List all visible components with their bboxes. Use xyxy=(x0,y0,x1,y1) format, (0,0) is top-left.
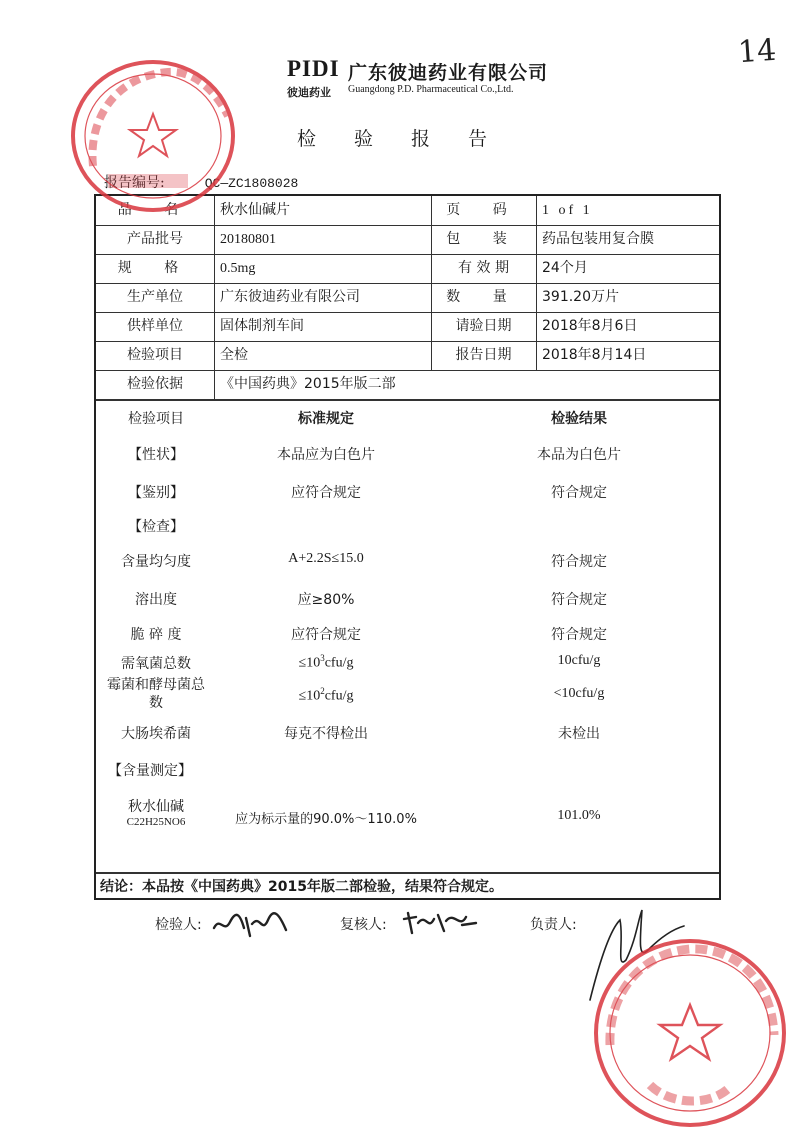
colchicine-item: 秋水仙碱 xyxy=(128,799,184,815)
request-date-value: 2018年8月6日 xyxy=(542,318,638,334)
identification-result: 符合规定 xyxy=(551,485,607,501)
appearance-standard: 本品应为白色片 xyxy=(277,447,375,463)
ecoli-item: 大肠埃希菌 xyxy=(121,726,191,742)
inspector-label: 检验人: xyxy=(155,917,202,933)
assay-heading: 【含量测定】 xyxy=(108,763,192,779)
dissolution-result: 符合规定 xyxy=(551,592,607,608)
reviewer-signature xyxy=(400,905,480,937)
friability-standard: 应符合规定 xyxy=(291,627,361,643)
aerobic-result: 10cfu/g xyxy=(557,653,601,668)
validity-value: 24个月 xyxy=(542,260,588,276)
basis-value: 《中国药典》2015年版二部 xyxy=(220,376,396,392)
uniformity-item: 含量均匀度 xyxy=(121,554,191,570)
colchicine-result: 101.0% xyxy=(557,808,601,823)
supplier-label: 供样单位 xyxy=(127,318,183,334)
responsible-label: 负责人: xyxy=(530,917,577,933)
batch-label: 产品批号 xyxy=(127,231,183,247)
identification-item: 【鉴别】 xyxy=(128,485,184,501)
quantity-value: 391.20万片 xyxy=(542,289,619,305)
mold-result: <10cfu/g xyxy=(553,686,605,701)
product-name-value: 秋水仙碱片 xyxy=(220,202,290,218)
page-value: 1 of 1 xyxy=(542,203,593,218)
company-name-cn: 广东彼迪药业有限公司 xyxy=(348,62,549,84)
appearance-item: 【性状】 xyxy=(128,447,184,463)
company-name-en: Guangdong P.D. Pharmaceutical Co.,Ltd. xyxy=(348,84,514,95)
report-date-label: 报告日期 xyxy=(455,347,512,363)
mold-item: 霉菌和酵母菌总 数 xyxy=(107,677,205,711)
report-number-label: 报告编号: xyxy=(104,175,165,191)
document-title: 检 验 报 告 xyxy=(296,128,504,150)
report-number-value: QC—ZC1808028 xyxy=(204,176,299,191)
dissolution-item: 溶出度 xyxy=(135,592,177,608)
basis-label: 检验依据 xyxy=(127,376,183,392)
batch-value: 20180801 xyxy=(220,232,276,247)
friability-result: 符合规定 xyxy=(551,627,607,643)
qc-seal-bottom xyxy=(590,935,790,1130)
test-items-value: 全检 xyxy=(220,347,248,363)
packaging-label: 包 装 xyxy=(446,231,521,247)
spec-label: 规 格 xyxy=(117,260,193,276)
page-number-handwritten: 14 xyxy=(736,32,778,71)
reviewer-label: 复核人: xyxy=(340,917,387,933)
manufacturer-label: 生产单位 xyxy=(127,289,183,305)
colchicine-formula: C22H25NO6 xyxy=(126,816,186,828)
results-header-standard: 标准规定 xyxy=(298,411,354,427)
friability-item: 脆 碎 度 xyxy=(130,627,182,643)
spec-value: 0.5mg xyxy=(220,261,256,276)
company-seal-top xyxy=(68,56,238,216)
aerobic-standard: $\le 10^3cfu/g$ xyxy=(298,653,354,671)
test-items-label: 检验项目 xyxy=(127,347,183,363)
results-header-result: 检验结果 xyxy=(551,411,607,427)
company-logo-cn: 彼迪药业 xyxy=(287,86,331,99)
request-date-label: 请验日期 xyxy=(455,318,512,334)
report-table xyxy=(94,194,721,900)
ecoli-standard: 每克不得检出 xyxy=(284,726,368,742)
uniformity-standard: A+2.2S≤15.0 xyxy=(288,551,364,566)
product-name-label: 品 名 xyxy=(117,202,193,218)
identification-standard: 应符合规定 xyxy=(291,485,361,501)
uniformity-result: 符合规定 xyxy=(551,554,607,570)
appearance-result: 本品为白色片 xyxy=(537,447,621,463)
quantity-label: 数 量 xyxy=(446,289,521,305)
dissolution-standard: 应≥80% xyxy=(297,592,355,608)
results-header-item: 检验项目 xyxy=(128,411,184,427)
inspector-signature xyxy=(210,906,290,940)
report-date-value: 2018年8月14日 xyxy=(542,347,647,363)
aerobic-item: 需氧菌总数 xyxy=(121,656,191,672)
ecoli-result: 未检出 xyxy=(558,726,600,742)
mold-standard: $\le 10^2cfu/g$ xyxy=(298,686,354,704)
colchicine-standard: 应为标示量的90.0%～110.0% xyxy=(235,812,417,827)
supplier-value: 固体制剂车间 xyxy=(220,318,304,334)
packaging-value: 药品包装用复合膜 xyxy=(542,231,654,247)
inspection-heading: 【检查】 xyxy=(128,519,184,535)
manufacturer-value: 广东彼迪药业有限公司 xyxy=(220,289,360,305)
company-logo-mark: PIDI xyxy=(287,56,340,81)
validity-label: 有 效 期 xyxy=(458,260,509,276)
page-label: 页 码 xyxy=(446,202,521,218)
conclusion-text: 结论：本品按《中国药典》2015年版二部检验，结果符合规定。 xyxy=(100,879,503,895)
